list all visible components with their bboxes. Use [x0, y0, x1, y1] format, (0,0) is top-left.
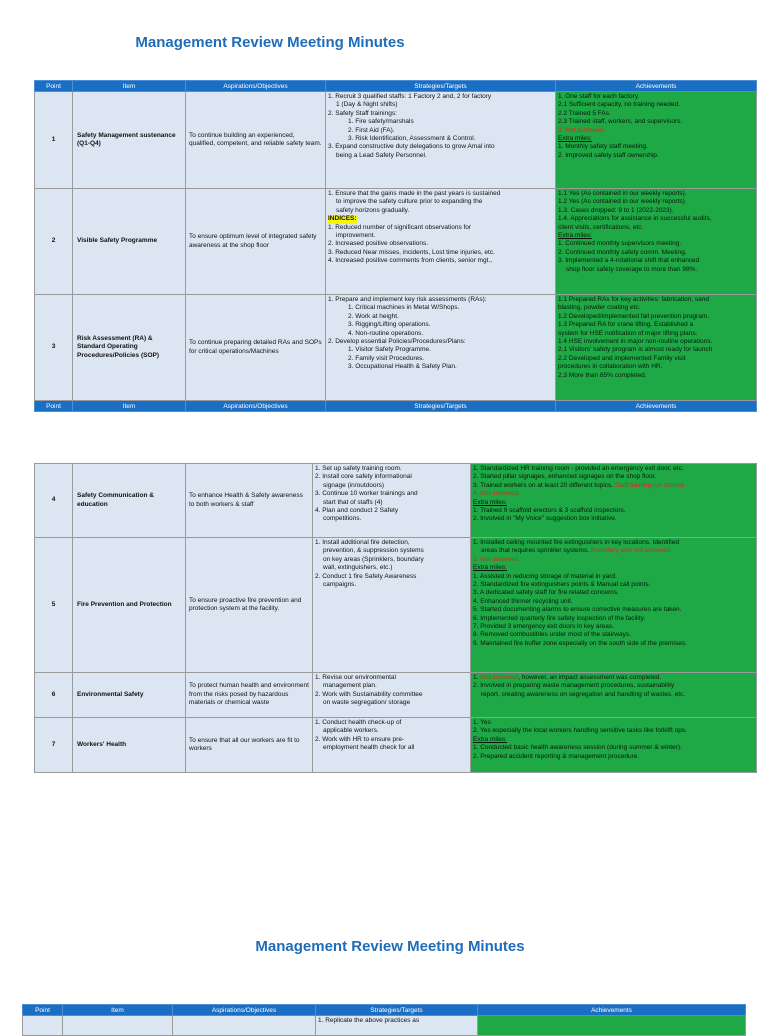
achievement-line: 2. Yes especially the local workers handling sensitive tasks like forklift ops.: [473, 727, 687, 735]
strategy-line: 3. Occupational Health & Safety Plan.: [348, 363, 457, 371]
strategy-line: 2. Safety Staff trainings:: [328, 109, 397, 117]
objective-cell: To continue building an experienced, qualified, competent, and reliable safety team.: [186, 92, 326, 189]
table-row: [35, 538, 757, 673]
strategy-line: 2. Conduct 1 fire Safety Awareness: [315, 572, 417, 580]
achievement-line: areas that requires sprinkler systems. Boundary wall not achieved.: [481, 547, 673, 555]
table-row: [35, 673, 757, 718]
header-achievements: Achievements: [556, 81, 757, 92]
strategy-line: 3. Expand constructive duty delegations to grow Amal into: [328, 143, 495, 151]
strategy-line: being a Lead Safety Personnel.: [336, 151, 427, 159]
strategy-line: competitions.: [323, 515, 362, 523]
achievements-cell: [471, 464, 757, 538]
minutes-table-2: [34, 463, 757, 773]
strategy-line: on waste segregation/ storage: [323, 699, 411, 707]
point-cell: 4: [35, 464, 73, 538]
strategy-line: wall, extinguishers, etc.): [323, 564, 393, 572]
table-row: [35, 718, 757, 773]
achievement-line: 3. Implemented a 4-rotational shift that enhanced: [558, 257, 700, 265]
table-header-row: [23, 1005, 746, 1016]
strategy-line: 1. Ensure that the gains made in the past years is sustained: [328, 190, 501, 197]
strategy-line: 3. Rigging/Lifting operations.: [348, 321, 431, 329]
achievement-line: 3. Not achieved.: [558, 126, 605, 134]
objective-cell: [173, 1016, 316, 1036]
table-row: [35, 92, 757, 189]
achievement-line: client visits, certifications, etc.: [558, 223, 644, 231]
strategy-line: 2. Family visit Procedures.: [348, 354, 425, 362]
achievement-line: 2. Prepared accident reporting & management procedure.: [473, 752, 640, 760]
footer-achievements: Achievements: [556, 401, 757, 412]
strategies-cell: [313, 673, 471, 718]
achievement-line: 1. Not achieved, however, an impact assessment was completed.: [473, 674, 662, 681]
strategy-line: 1. Visitor Safety Programme.: [348, 346, 431, 354]
strategy-line: improvement.: [336, 232, 376, 240]
strategies-cell: [326, 92, 556, 189]
achievements-cell: [471, 673, 757, 718]
strategy-line: 2. First Aid (FA).: [348, 126, 395, 134]
achievement-line: 2.3 Trained staff, workers, and supervisors.: [558, 118, 683, 126]
achievement-line: 1.1 Yes (As contained in our weekly reports).: [558, 190, 687, 197]
item-cell: Safety Management sustenance (Q1-Q4): [73, 92, 186, 189]
strategy-line: 2. Work at height.: [348, 312, 399, 320]
achievement-line: 2.1 Visitors' safety program is almost ready for launch: [558, 346, 713, 354]
header-item: Item: [63, 1005, 173, 1016]
achievement-line: 2. Involved in preparing waste management procedures, sustainability: [473, 682, 675, 690]
strategy-line: management plan.: [323, 682, 377, 690]
achievements-cell: [471, 538, 757, 673]
achievement-line: 8. Removed combustibles under most of the stairways.: [473, 631, 631, 639]
objective-cell: To continue preparing detailed RAs and SOPs for critical operations/Machines: [186, 295, 326, 401]
table-row: [35, 464, 757, 538]
strategy-line: [328, 215, 553, 223]
page-title-continued: Management Review Meeting Minutes: [255, 938, 525, 955]
indices-highlight: INDICES:: [328, 215, 357, 223]
strategy-line: 1 (Day & Night shifts): [336, 101, 398, 109]
strategies-cell: [313, 538, 471, 673]
point-cell: 1: [35, 92, 73, 189]
achievement-line: 1.4. Appreciations for assistance in successful audits,: [558, 215, 712, 223]
table-row: [35, 295, 757, 401]
strategies-cell: [316, 1016, 478, 1036]
objective-cell: To protect human health and environment from the risks posed by hazardous materials or chemical waste: [186, 673, 313, 718]
footer-objectives: Aspirations/Objectives: [186, 401, 326, 412]
objective-cell: To ensure optimum level of integrated safety awareness at the shop floor: [186, 189, 326, 295]
achievement-line: 1. Assisted in reducing storage of material in yard.: [473, 572, 617, 580]
strategy-line: 2. Work with Sustainability committee: [315, 690, 423, 698]
achievement-line: 1. Standardized HR training room - provided an emergency exit door, etc.: [473, 465, 684, 472]
achievement-line: 1. Yes: [473, 719, 491, 726]
achievement-line: 4. Not achieved.: [473, 490, 520, 498]
strategies-cell: [326, 295, 556, 401]
strategy-line: 2. Develop essential Policies/Procedures/Plans:: [328, 338, 466, 346]
achievement-line: shop floor safety coverage to more than 98%.: [566, 265, 698, 273]
achievement-line: Extra miles:: [558, 232, 592, 240]
achievements-cell: [478, 1016, 746, 1036]
objective-cell: To ensure that all our workers are fit to workers: [186, 718, 313, 773]
strategy-line: 1. Install additional fire detection,: [315, 539, 410, 546]
achievement-line: Extra miles:: [473, 564, 507, 572]
item-cell: [63, 1016, 173, 1036]
achievement-line: 3. Trained workers on at least 20 different topics. Staff training not started.: [473, 481, 686, 489]
achievement-line: 1. One staff for each factory.: [558, 93, 640, 100]
achievement-line: system for HSE notification of major lifting plans.: [558, 329, 698, 337]
table-row: [23, 1016, 746, 1036]
strategy-line: 4. Plan and conduct 2 Safety: [315, 507, 399, 515]
achievements-cell: [556, 92, 757, 189]
achievement-line: 1. Monthly safety staff meeting.: [558, 143, 648, 151]
strategy-line: 1. Recruit 3 qualified staffs: 1 Factory 2 and, 2 for factory: [328, 93, 492, 100]
strategy-line: safety horizons gradually.: [336, 206, 410, 214]
strategy-line: 2. Increased positive observations.: [328, 240, 429, 248]
not-achieved-text: Not achieved: [480, 674, 519, 681]
achievement-line: blasting, powder coating etc.: [558, 304, 641, 312]
achievement-line: 1.3 Prepared RA for crane lifting. Established a: [558, 321, 694, 329]
achievement-line: Extra miles:: [473, 498, 507, 506]
strategy-line: 3. Risk Identification, Assessment & Control.: [348, 135, 476, 143]
achievement-line: 6. Implemented quarterly fire safety inspection of the facility.: [473, 614, 646, 622]
achievement-line: 3. A dedicated safety staff for fire related concerns.: [473, 589, 619, 597]
achievements-cell: [471, 718, 757, 773]
strategy-line: 2. Work with HR to ensure pre-: [315, 735, 405, 743]
strategy-line: 4. Increased positive comments from clients, senior mgt.,: [328, 257, 493, 265]
achievement-line: 2. Not achieved.: [473, 555, 520, 563]
achievement-line: procedures in collaboration with HR.: [558, 363, 663, 371]
achievements-cell: [556, 295, 757, 401]
item-cell: Risk Assessment (RA) & Standard Operating Procedures/Policies (SOP): [73, 295, 186, 401]
point-cell: 5: [35, 538, 73, 673]
achievement-line: Extra miles:: [558, 135, 592, 143]
achievement-line: 2.2 Trained 5 FAs.: [558, 109, 611, 117]
achievement-line: report, creating awareness on segregation and handling of wastes, etc.: [481, 690, 686, 698]
strategies-cell: [313, 464, 471, 538]
header-point: Point: [23, 1005, 63, 1016]
table-footer-row: [35, 401, 757, 412]
achievement-line: 1.3. Cases dropped: 9 to 1 (2022-2023).: [558, 206, 674, 214]
item-cell: Fire Prevention and Protection: [73, 538, 186, 673]
achievement-line: 9. Maintained fire buffer zone especially on the south side of the premises.: [473, 639, 687, 647]
achievement-line: 1.2 Developed/implemented fall prevention program.: [558, 312, 710, 320]
point-cell: 3: [35, 295, 73, 401]
achievement-line: 2. Continued monthly safety comm. Meeting.: [558, 248, 687, 256]
strategy-line: 1. Critical machines in Metal W/Shops.: [348, 304, 460, 312]
item-cell: Safety Communication & education: [73, 464, 186, 538]
table-header-row: [35, 81, 757, 92]
footer-point: Point: [35, 401, 73, 412]
strategy-line: 3. Continue 10 worker trainings and: [315, 490, 418, 498]
page-title: Management Review Meeting Minutes: [135, 34, 405, 51]
achievement-line: 1.1 Prepared RAs for key activities: fabrication, sand: [558, 296, 710, 303]
achievement-line: 1.2 Yes (As contained in our weekly reports).: [558, 198, 687, 206]
achievement-line: 2.1 Sufficient capacity, no training needed.: [558, 101, 680, 109]
header-strategies: Strategies/Targets: [316, 1005, 478, 1016]
header-objectives: Aspirations/Objectives: [173, 1005, 316, 1016]
objective-cell: To ensure proactive fire prevention and protection system at the facility.: [186, 538, 313, 673]
header-point: Point: [35, 81, 73, 92]
achievement-line: 1. Conducted basic health awareness session (during summer & winter).: [473, 744, 682, 752]
achievement-line: 5. Started documenting alarms to ensure corrective measures are taken.: [473, 606, 682, 614]
item-cell: Environmental Safety: [73, 673, 186, 718]
strategy-line: 1. Revise our environmental: [315, 674, 396, 681]
strategy-line: 3. Reduced Near misses, incidents, Lost time injuries, etc.: [328, 248, 495, 256]
point-cell: [23, 1016, 63, 1036]
minutes-table-1: [34, 80, 757, 412]
achievement-line: 1. Trained 9 scaffold erectors & 3 scaffold inspectors.: [473, 507, 626, 515]
strategy-line: signage (in/outdoors): [323, 481, 385, 489]
strategy-line: start that of staffs (4): [323, 498, 383, 506]
achievement-line: 2. Involved in "My Voice" suggestion box initiative.: [473, 515, 617, 523]
minutes-table-3: [22, 1004, 746, 1036]
header-item: Item: [73, 81, 186, 92]
strategy-line: applicable workers.: [323, 727, 379, 735]
achievement-line: 1.4 HSE involvement in major non-routine operations.: [558, 338, 713, 346]
strategy-line: 1. Set up safety training room.: [315, 465, 402, 472]
strategies-cell: [326, 189, 556, 295]
strategy-line: 4. Non-routine operations.: [348, 329, 424, 337]
strategy-line: 1. Fire safety/marshals: [348, 118, 414, 126]
point-cell: 2: [35, 189, 73, 295]
strategy-line: employment health check for all: [323, 744, 415, 752]
header-objectives: Aspirations/Objectives: [186, 81, 326, 92]
achievement-line: 2.2 Developed and implemented Family visit: [558, 354, 686, 362]
achievements-cell: [556, 189, 757, 295]
objective-cell: To enhance Health & Safety awareness to both workers & staff: [186, 464, 313, 538]
footer-item: Item: [73, 401, 186, 412]
achievement-line: 2. Started pillar signages, enhanced signages on the shop floor.: [473, 473, 657, 481]
point-cell: 7: [35, 718, 73, 773]
footer-strategies: Strategies/Targets: [326, 401, 556, 412]
strategy-line: 2. Install core safety informational: [315, 473, 412, 481]
achievement-line: 2. Standardized fire extinguishers points & Manual call points.: [473, 581, 651, 589]
achievement-line: 7. Provided 3 emergency exit doors in key areas.: [473, 623, 614, 631]
table-row: [35, 189, 757, 295]
item-cell: Workers' Health: [73, 718, 186, 773]
header-achievements: Achievements: [478, 1005, 746, 1016]
achievement-line: 1. Installed ceiling mounted fire extinguishers in key locations. Identified: [473, 539, 679, 546]
strategy-line: on key areas (Sprinklers, boundary: [323, 555, 424, 563]
strategy-line: campaigns.: [323, 581, 357, 589]
point-cell: 6: [35, 673, 73, 718]
achievement-line: 2. Improved safety staff ownership.: [558, 151, 659, 159]
achievement-line: 2.3 More than 85% completed.: [558, 371, 647, 379]
achievement-line: Extra miles:: [473, 735, 507, 743]
strategy-line: prevention, & suppression systems: [323, 547, 424, 555]
achievement-line: 4. Enhanced thinner recycling unit.: [473, 597, 573, 605]
strategies-cell: [313, 718, 471, 773]
strategy-line: 1. Reduced number of significant observations for: [328, 223, 472, 231]
strategy-line: to improve the safety culture prior to expanding the: [336, 198, 483, 206]
not-achieved-text: Boundary wall not achieved.: [590, 547, 673, 555]
strategy-line: 1. Replicate the above practices as: [318, 1017, 420, 1024]
header-strategies: Strategies/Targets: [326, 81, 556, 92]
strategy-line: 1. Conduct health check-up of: [315, 719, 402, 726]
not-achieved-text: Staff training not started.: [614, 481, 686, 489]
item-cell: Visible Safety Programme: [73, 189, 186, 295]
achievement-line: 1. Continued monthly supervisors meeting.: [558, 240, 682, 248]
strategy-line: 1. Prepare and implement key risk assessments (RAs):: [328, 296, 487, 303]
